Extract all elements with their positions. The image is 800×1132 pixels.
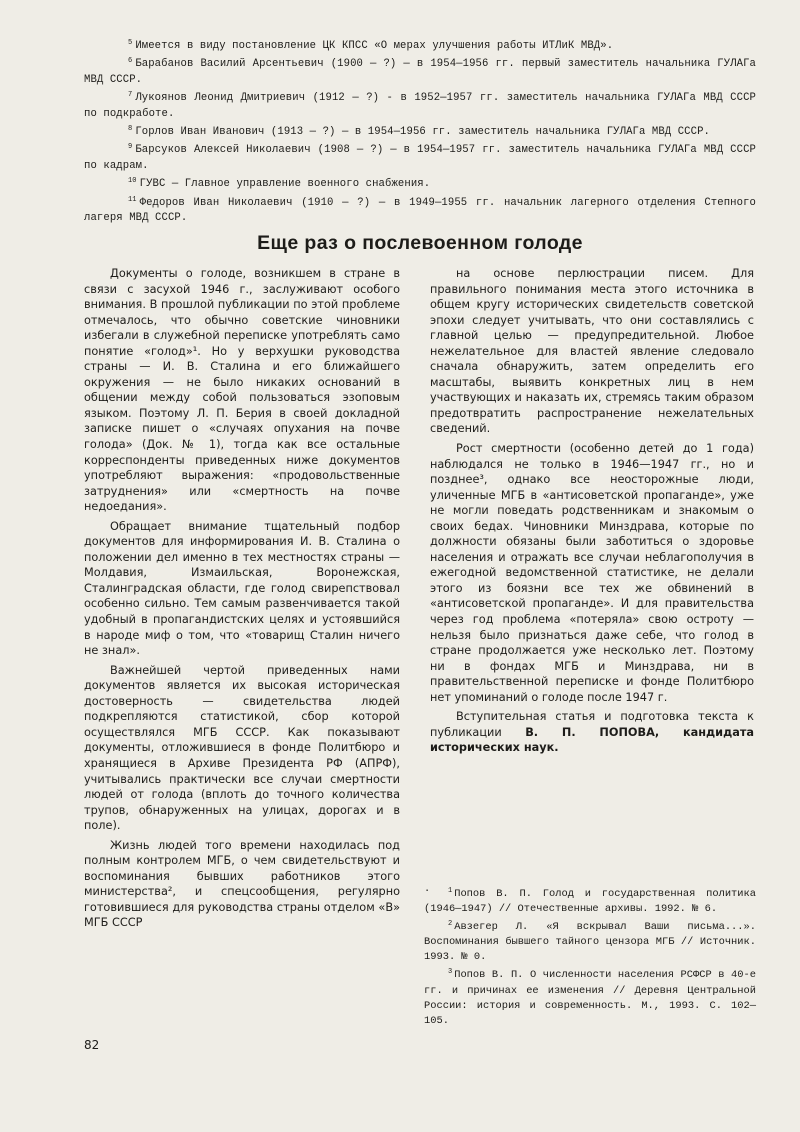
paragraph: Важнейшей чертой приведенных нами документов является их высокая историческая достоверность — свидетельства людей подкрепляются статистикой, сбор которой осуществлялся МГБ СССР. Как показывают документы, отложившиеся в фонде Политбюро и хранящиеся в Архиве Президента РФ (АПРФ), учитывались практически все случаи смертности людей от голода (вплоть до точного количества трупов, обнаруженных на улицах, дорогах и в поле). xyxy=(84,663,400,833)
footnote-separator: . xyxy=(424,883,431,895)
footnote: $^{10}$ ГУВС — Главное управление военного снабжения. xyxy=(128,177,431,191)
paragraph: Документы о голоде, возникшем в стране в связи с засухой 1946 г., заслуживают особого внимания. В прошлой публикации по этой проблеме отмечалось, что обычно советские чиновники избегали в служебной переписке употреблять само понятие «голод»¹. Но у верхушки руководства страны — И. В. Сталина и его ближайшего окружения — не было никаких оснований в общении между собой пользоваться эзоповым языком. Поэтому Л. П. Берия в своей докладной записке пишет о «случаях опухания на почве голода» (Док. № 1), тогда как все остальные корреспонденты приведенных ниже документов употребляют выражения: «продовольственные затруднения» или «смертность на почве недоедания». xyxy=(84,267,400,514)
paragraph: Обращает внимание тщательный подбор документов для информирования И. В. Сталина о положении дел именно в тех местностях страны — Молдавия, Измаильская, Воронежская, Сталинградская области, где голод свирепствовал особенно сильно. Тем самым развенчивается такой удобный в пропагандистских целях и устоявшийся в народе миф о том, что «товарищ Сталин ничего не знал». xyxy=(84,519,400,658)
paragraph: Жизнь людей того времени находилась под полным контролем МГБ, о чем свидетельствуют и воспоминания бывших работников этого министерства², и спецсообщения, регулярно готовившиеся для руководства страны отделом «В» МГБ СССР xyxy=(84,838,400,930)
footnote: $^3$ Попов В. П. О численности населения РСФСР в 40-е гг. и причинах ее изменения // Деревня Центральной России: история и современность. М., 1993. С. 102—105. xyxy=(424,968,756,1027)
author-name: В. П. ПОПОВА, кандидата исторических наук. xyxy=(430,725,755,755)
paragraph: на основе перлюстрации писем. Для правильного понимания места этого источника в общем кругу исторических свидетельств советской эпохи следует учитывать, что они составлялись с главной целью — предупредительной. Любое нежелательное для властей явление следовало сначала обнаружить, затем определить его масштабы, выявить конкретных лиц в нем участвующих и наказать их, стремясь таким образом предотвратить распространение нежелательных сведений. xyxy=(430,267,754,436)
footnote: $^2$ Авзегер Л. «Я вскрывал Ваши письма...». Воспоминания бывшего тайного цензора МГБ // Источник. 1993. № 0. xyxy=(424,920,756,964)
footnote: $^8$ Горлов Иван Иванович (1913 — ?) — в 1954—1956 гг. заместитель начальника ГУЛАГа МВД СССР. xyxy=(128,125,711,139)
article-column-right xyxy=(430,266,754,760)
article-footnotes xyxy=(424,884,756,1029)
page-number: 82 xyxy=(84,1038,100,1052)
footnote: $^6$ Барабанов Василий Арсентьевич (1900 — ?) — в 1954—1956 гг. первый заместитель начальника ГУЛАГа МВД СССР. xyxy=(84,57,756,86)
byline-prefix: Вступительная статья и подготовка текста к публикации xyxy=(430,710,754,739)
top-footnotes xyxy=(84,36,756,226)
footnote: $^9$ Барсуков Алексей Николаевич (1908 — ?) — в 1954—1957 гг. заместитель начальника ГУЛАГа МВД СССР по кадрам. xyxy=(84,143,756,172)
footnote: $^{11}$ Федоров Иван Николаевич (1910 — ?) — в 1949—1955 гг. начальник лагерного отделения Степного лагеря МВД СССР. xyxy=(84,195,756,225)
article-column-left xyxy=(84,266,400,935)
paragraph: Рост смертности (особенно детей до 1 года) наблюдался не только в 1946—1947 гг., но и позднее³, однако все неосторожные люди, уличенные МГБ в «антисоветской пропаганде», уже не могли поведать родственникам и знакомым о своих бедах. Чиновники Минздрава, которые по должности обязаны были заботиться о здоровье населения и отражать все случаи неблагополучия в ежегодной ведомственной статистике, не делали этого из боязни все тех же обвинений в «антисоветской пропаганде». И для правительства через год проблема «потеряла» свою остроту — нельзя было признаться даже себе, что голод в стране продолжается уже несколько лет. Поэтому ни в фондах МГБ и Минздрава, ни в правительственной переписке и фонде Политбюро нет упоминаний о голоде после 1947 г. xyxy=(430,442,754,704)
footnote: $^5$ Имеется в виду постановление ЦК КПСС «О мерах улучшения работы ИТЛиК МВД». xyxy=(128,39,614,52)
footnote: $^1$ Попов В. П. Голод и государственная политика (1946—1947) // Отечественные архивы. 1992. № 6. xyxy=(424,887,756,916)
article-title: Еще раз о послевоенном голоде xyxy=(257,232,583,254)
article-byline xyxy=(430,709,754,756)
footnote: $^7$ Лукоянов Леонид Дмитриевич (1912 — ?) - в 1952—1957 гг. заместитель начальника ГУЛАГа МВД СССР по подкработе. xyxy=(84,91,756,120)
